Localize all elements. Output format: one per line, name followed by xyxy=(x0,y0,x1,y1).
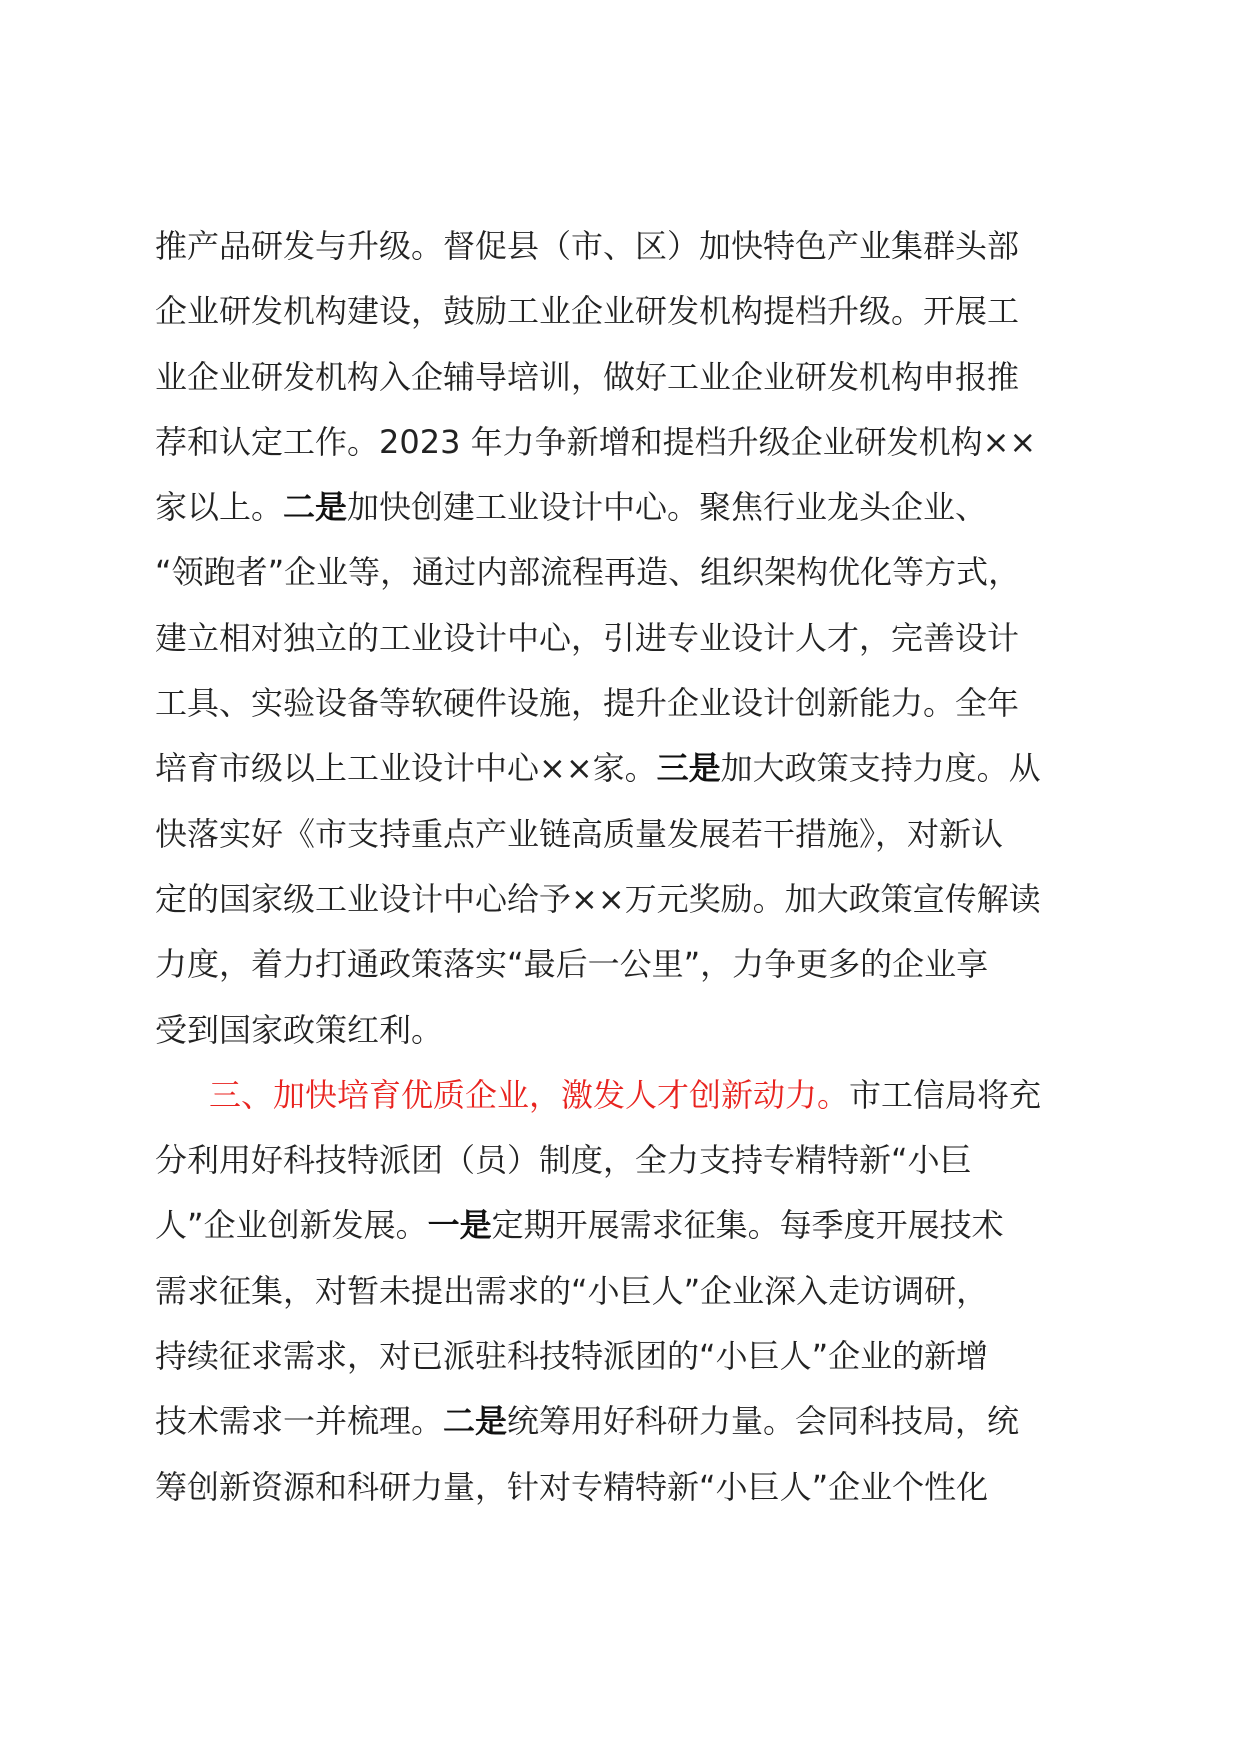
text-line xyxy=(155,671,1090,736)
text-span: 定期开展需求征集。每季度开展技术 xyxy=(491,1206,1004,1245)
text-span: 力度，着力打通政策落实“最后一公里”，力争更多的企业享 xyxy=(155,945,989,984)
text-span: 荐和认定工作。2023 年力争新增和提档升级企业研发机构×× xyxy=(155,422,1037,461)
text-span: 持续征求需求，对已派驻科技特派团的“小巨人”企业的新增 xyxy=(155,1337,989,1376)
text-line xyxy=(155,998,1090,1063)
keyword-bold: 三是 xyxy=(656,749,721,788)
keyword-bold: 二是 xyxy=(443,1402,508,1441)
keyword-bold: 一是 xyxy=(427,1206,492,1245)
text-span: 受到国家政策红利。 xyxy=(155,1010,444,1049)
text-span: 家以上。 xyxy=(155,488,284,527)
text-line xyxy=(155,1455,1090,1520)
text-span: “领跑者”企业等，通过内部流程再造、组织架构优化等方式， xyxy=(155,553,1021,592)
text-line xyxy=(155,279,1090,344)
text-span: 筹创新资源和科研力量，针对专精特新“小巨人”企业个性化 xyxy=(155,1467,989,1506)
text-line xyxy=(155,606,1090,671)
text-span: 加快创建工业设计中心。聚焦行业龙头企业、 xyxy=(347,488,988,527)
text-span: 统筹用好科研力量。会同科技局，统 xyxy=(507,1402,1020,1441)
text-span: 定的国家级工业设计中心给予××万元奖励。加大政策宣传解读 xyxy=(155,879,1041,918)
text-span: 需求征集，对暂未提出需求的“小巨人”企业深入走访调研， xyxy=(155,1271,989,1310)
text-span: 技术需求一并梳理。 xyxy=(155,1402,444,1441)
text-line xyxy=(155,1063,1090,1128)
text-line xyxy=(155,1389,1090,1454)
section-heading: 三、加快培育优质企业，激发人才创新动力。 xyxy=(209,1075,850,1114)
text-span: 企业研发机构建设，鼓励工业企业研发机构提档升级。开展工 xyxy=(155,292,1020,331)
document-body xyxy=(155,214,1090,1520)
text-span: 业企业研发机构入企辅导培训，做好工业企业研发机构申报推 xyxy=(155,357,1020,396)
text-span: 人”企业创新发展。 xyxy=(155,1206,428,1245)
text-line xyxy=(155,345,1090,410)
keyword-bold: 二是 xyxy=(283,488,348,527)
text-span: 培育市级以上工业设计中心××家。 xyxy=(155,749,657,788)
text-line xyxy=(155,214,1090,279)
text-line xyxy=(155,932,1090,997)
text-span: 建立相对独立的工业设计中心，引进专业设计人才，完善设计 xyxy=(155,618,1020,657)
text-line xyxy=(155,736,1090,801)
text-line xyxy=(155,1324,1090,1389)
text-span: 快落实好《市支持重点产业链高质量发展若干措施》，对新认 xyxy=(155,814,1004,853)
text-line xyxy=(155,1259,1090,1324)
text-line xyxy=(155,540,1090,605)
text-line xyxy=(155,410,1090,475)
text-span: 分利用好科技特派团（员）制度，全力支持专精特新“小巨 xyxy=(155,1141,972,1180)
text-span: 工具、实验设备等软硬件设施，提升企业设计创新能力。全年 xyxy=(155,684,1020,723)
text-line xyxy=(155,867,1090,932)
text-span: 市工信局将充 xyxy=(849,1075,1042,1114)
text-line xyxy=(155,1128,1090,1193)
text-line xyxy=(155,475,1090,540)
text-line xyxy=(155,1193,1090,1258)
text-span: 加大政策支持力度。从 xyxy=(720,749,1041,788)
text-span: 推产品研发与升级。督促县（市、区）加快特色产业集群头部 xyxy=(155,227,1020,265)
text-line xyxy=(155,802,1090,867)
